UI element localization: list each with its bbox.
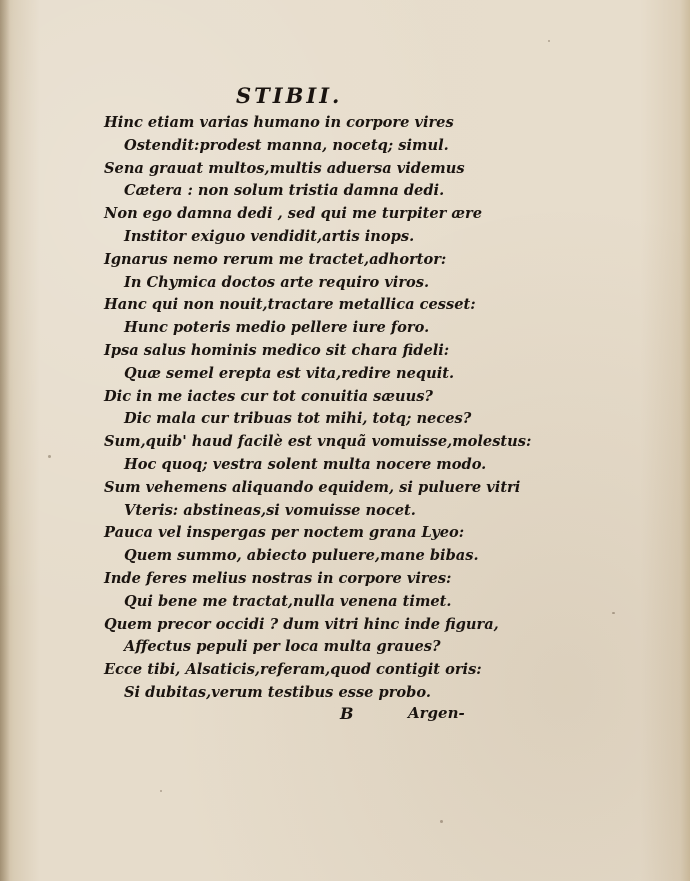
verse-line: Quem precor occidi ? dum vitri hinc inde figura, — [104, 615, 499, 633]
verse-line: Inde feres melius nostras in corpore vires: — [104, 569, 452, 587]
paper-speck — [612, 612, 615, 614]
verse-line: Affectus pepuli per loca multa graues? — [124, 638, 441, 656]
verse-line: Hanc qui non nouit,tractare metallica cesset: — [104, 296, 476, 314]
paper-speck — [548, 40, 550, 42]
verse-line: Institor exiguo vendidit,artis inops. — [124, 227, 415, 245]
verse-line: Pauca vel inspergas per noctem grana Lyeo: — [104, 524, 465, 542]
page-footer — [0, 704, 690, 728]
verse-line: Cætera : non solum tristia damna dedi. — [124, 182, 445, 200]
signature-mark: B — [340, 704, 354, 723]
verse-line: Quæ semel erepta est vita,redire nequit. — [124, 364, 455, 382]
verse-line: Ostendit:prodest manna, nocetq; simul. — [124, 136, 449, 154]
verse-line: Ignarus nemo rerum me tractet,adhortor: — [104, 250, 447, 268]
running-header: STIBII. — [236, 83, 343, 108]
paper-speck — [440, 820, 443, 823]
verse-line: In Chymica doctos arte requiro viros. — [124, 273, 430, 291]
paper-speck — [160, 790, 162, 792]
verse-line: Ecce tibi, Alsaticis,referam,quod contigit oris: — [104, 661, 482, 679]
verse-line: Qui bene me tractat,nulla venena timet. — [124, 592, 452, 610]
verse-line: Vteris: abstineas,si vomuisse nocet. — [124, 501, 416, 519]
verse-line: Non ego damna dedi , sed qui me turpiter ære — [104, 205, 482, 223]
verse-line: Sena grauat multos,multis aduersa videmus — [104, 159, 465, 177]
verse-line: Sum vehemens aliquando equidem, si puluere vitri — [104, 478, 521, 496]
verse-line: Si dubitas,verum testibus esse probo. — [124, 683, 431, 701]
verse-line: Ipsa salus hominis medico sit chara fideli: — [104, 341, 450, 359]
verse-line: Hunc poteris medio pellere iure foro. — [124, 319, 430, 337]
verse-line: Quem summo, abiecto puluere,mane bibas. — [124, 547, 479, 565]
verse-line: Dic in me iactes cur tot conuitia sæuus? — [104, 387, 433, 405]
verse-line: Dic mala cur tribuas tot mihi, totq; neces? — [124, 410, 472, 428]
verse-line: Hoc quoq; vestra solent multa nocere modo. — [124, 455, 487, 473]
paper-speck — [48, 455, 51, 458]
verse-line: Sum,quib' haud facilè est vnquã vomuisse,molestus: — [104, 433, 532, 451]
spine-shadow — [0, 0, 10, 881]
catchword: Argen- — [408, 704, 465, 722]
verse-line: Hinc etiam varias humano in corpore vires — [104, 114, 454, 131]
verse-text — [104, 112, 664, 705]
